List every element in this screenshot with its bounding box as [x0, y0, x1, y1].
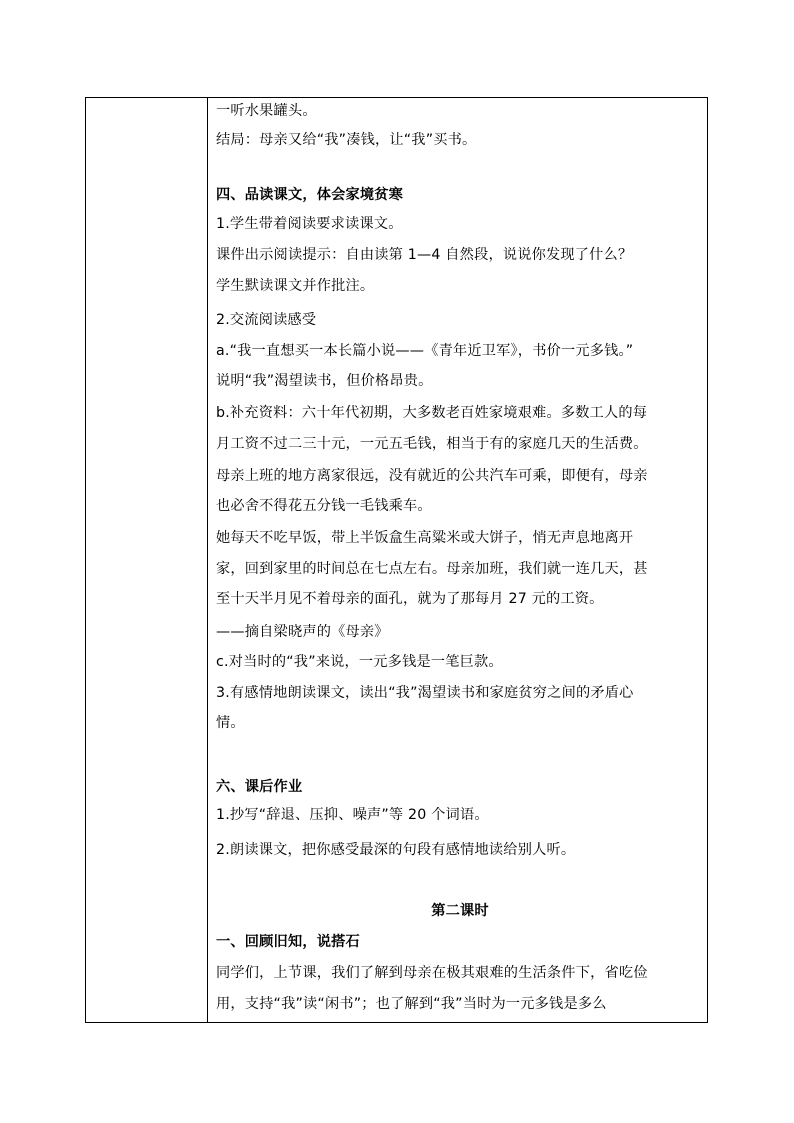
section-heading: 四、品读课文，体会家境贫寒 — [216, 187, 404, 203]
text-line: 用，支持“我”读“闲书”；也了解到“我”当时为一元多钱是多么 — [216, 996, 607, 1012]
text-line: ——摘自梁晓声的《母亲》 — [216, 624, 389, 640]
text-line: 至十天半月见不着母亲的面孔，就为了那每月 27 元的工资。 — [216, 591, 604, 607]
text-line: 同学们，上节课，我们了解到母亲在极其艰难的生活条件下，省吃俭 — [216, 965, 648, 981]
lesson-plan-table — [85, 97, 708, 1023]
text-line: c.对当时的“我”来说，一元多钱是一笔巨款。 — [216, 654, 503, 670]
text-line: 母亲上班的地方离家很远，没有就近的公共汽车可乘，即便有，母亲 — [216, 468, 648, 484]
text-line: 情。 — [216, 715, 245, 731]
text-line: 月工资不过二三十元，一元五毛钱，相当于有的家庭几天的生活费。 — [216, 436, 648, 452]
text-line: 2.朗读课文，把你感受最深的句段有感情地读给别人听。 — [216, 842, 576, 858]
text-line: 她每天不吃早饭，带上半饭盒生高粱米或大饼子，悄无声息地离开 — [216, 530, 634, 546]
text-line: 课件出示阅读提示：自由读第 1—4 自然段，说说你发现了什么？ — [216, 247, 633, 263]
text-line: 学生默读课文并作批注。 — [216, 278, 375, 294]
section-heading: 六、课后作业 — [216, 779, 303, 795]
text-line: 1.学生带着阅读要求读课文。 — [216, 216, 403, 232]
text-line: 1.抄写“辞退、压抑、噪声”等 20 个词语。 — [216, 807, 489, 823]
text-line: 一听水果罐头。 — [216, 103, 317, 119]
text-line: 2.交流阅读感受 — [216, 312, 317, 328]
table-column-divider — [207, 98, 208, 1022]
text-line: 结局：母亲又给“我”凑钱，让“我”买书。 — [216, 132, 477, 148]
text-line: b.补充资料：六十年代初期，大多数老百姓家境艰难。多数工人的每 — [216, 405, 648, 421]
lesson-title: 第二课时 — [431, 903, 489, 919]
text-line: 也必舍不得花五分钱一毛钱乘车。 — [216, 498, 432, 514]
section-heading: 一、回顾旧知，说搭石 — [216, 934, 360, 950]
text-line: 家，回到家里的时间总在七点左右。母亲加班，我们就一连几天，甚 — [216, 561, 648, 577]
text-line: 3.有感情地朗读课文，读出“我”渴望读书和家庭贫穷之间的矛盾心 — [216, 685, 634, 701]
text-line: a.“我一直想买一本长篇小说——《青年近卫军》，书价一元多钱。” — [216, 343, 634, 359]
text-line: 说明“我”渴望读书，但价格昂贵。 — [216, 373, 433, 389]
